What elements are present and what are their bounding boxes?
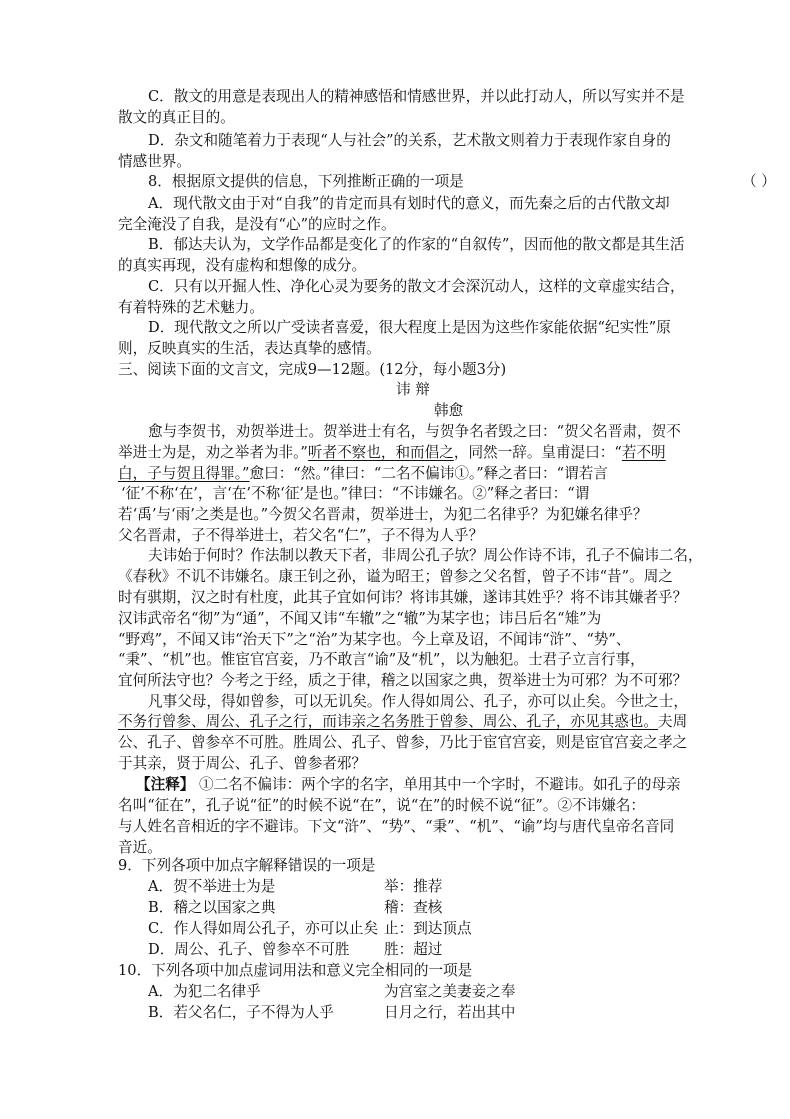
note-text: ①二名不偏讳：两个字的名字，单用其中一个字时，不避讳。如孔子的母亲: [194, 776, 681, 793]
text-line: 韩愈: [434, 402, 464, 419]
text-line: [118, 443, 666, 463]
text-line: B．郁达夫认为，文学作品都是变化了的作家的“自叙传”，因而他的散文都是其生活: [148, 236, 685, 253]
text-line: 8．根据原文提供的信息，下列推断正确的一项是: [148, 173, 464, 190]
note-line: [136, 775, 681, 795]
option-gloss: 胜：超过: [384, 941, 443, 958]
option-gloss: 举：推荐: [384, 878, 443, 895]
text-line: 的真实再现，没有虚构和想像的成分。: [118, 257, 367, 274]
text-line: 夫讳始于何时？作法制以教天下者，非周公孔子欤？周公作诗不讳，孔子不偏讳二名，: [148, 547, 703, 564]
text-line: 宜何所法守也？今考之于经，质之于律，稽之以国家之典，贺举进士为可邪？为不可邪？: [118, 672, 688, 689]
text-line: 愈与李贺书，劝贺举进士。贺举进士有名，与贺争名者毁之曰：“贺父名晋肃，贺不: [148, 423, 681, 440]
note-line: 与人姓名音相近的字不避讳。下文“浒”、“势”、“秉”、“机”、“谕”均与唐代皇帝名音同: [118, 818, 675, 835]
text-line: D．杂文和随笔着力于表现“人与社会”的关系，艺术散文则着力于表现作家自身的: [148, 132, 671, 149]
question-stem: 10．下列各项中加点虚词用法和意义完全相同的一项是: [118, 962, 473, 979]
note-line: 名叫“征在”，孔子说“征”的时候不说“在”，说“在”的时候不说“征”。②不讳嫌名：: [118, 797, 646, 814]
option-text: C．作人得如周公孔子，亦可以止矣: [148, 920, 379, 937]
text-line: 完全淹没了自我，是没有“心”的应时之作。: [118, 216, 396, 233]
underlined-sentence: 白，子与贺且得罪。”: [118, 465, 250, 482]
option-text: B．稽之以国家之典: [148, 899, 276, 916]
option-gloss: 日月之行，若出其中: [384, 1004, 516, 1021]
text-line: 凡事父母，得如曾参，可以无讥矣。作人得如周公、孔子，亦可以止矣。今世之士，: [148, 693, 688, 710]
text-line: A．现代散文由于对“自我”的肯定而具有划时代的意义，而先秦之后的古代散文却: [148, 195, 670, 212]
note-label: 【注释】: [136, 776, 195, 793]
text-line: 父名晋肃，子不得举进士，若父名“仁”，子不得为人乎？: [118, 527, 484, 544]
text-line: C．散文的用意是表现出人的精神感悟和情感世界，并以此打动人，所以写实并不是: [148, 88, 685, 105]
option-gloss: 为宫室之美妻妾之奉: [384, 983, 516, 1000]
text-line: （ ）: [742, 173, 776, 190]
underlined-sentence: 不务行曾参、周公、孔子之行，而讳亲之名务胜于曾参、周公、孔子，亦见其惑也。: [118, 713, 658, 730]
text-line: D．现代散文之所以广受读者喜爱，很大程度上是因为这些作家能依据“纪实性”原: [148, 319, 671, 336]
text-line: [118, 712, 687, 732]
text-segment: ，同然一辞。皇甫湜曰：“: [453, 444, 622, 461]
text-line: 汉讳武帝名“彻”为“通”，不闻又讳“车辙”之“辙”为某字也；讳吕后名“雉”为: [118, 610, 602, 627]
text-line: 若‘禹’与‘雨’之类是也。”今贺父名晋肃，贺举进士，为犯二名律乎？为犯嫌名律乎？: [118, 506, 648, 523]
option-text: A．贺不举进士为是: [148, 878, 276, 895]
option-gloss: 止：到达顶点: [384, 920, 472, 937]
text-line: “秉”、“机”也。惟宦官宫妾，乃不敢言“谕”及“机”，以为触犯。士君子立言行事，: [118, 651, 645, 668]
text-segment: 夫周: [657, 713, 688, 730]
text-line: 于其亲，贤于周公、孔子、曾参者邪？: [118, 755, 367, 772]
text-line: C．只有以开掘人性、净化心灵为要务的散文才会深沉动人，这样的文章虚实结合，: [148, 278, 685, 295]
text-line: “野鸡”，不闻又讳“治天下”之“治”为某字也。今上章及诏，不闻讳“浒”、“势”、: [118, 631, 631, 648]
note-line: 音近。: [118, 839, 162, 856]
text-line: [118, 464, 608, 484]
text-segment: 愈曰：“然。”律曰：“二名不偏讳①。”释之者曰：“谓若言: [249, 465, 608, 482]
text-line: 有着特殊的艺术魅力。: [118, 299, 264, 316]
question-stem: 9．下列各项中加点字解释错误的一项是: [118, 857, 376, 874]
text-line: ‘征’不称‘在’，言‘在’不称‘征’是也。”律曰：“不讳嫌名。②”释之者曰：“谓: [121, 485, 590, 502]
text-line: 则，反映真实的生活，表达真挚的感情。: [118, 340, 381, 357]
option-gloss: 稽：查核: [384, 899, 443, 916]
underlined-sentence: 听者不察也，和而倡之: [307, 444, 454, 461]
option-text: B．若父名仁，子不得为人乎: [148, 1004, 334, 1021]
option-text: A．为犯二名律乎: [148, 983, 261, 1000]
underlined-sentence: 若不明: [621, 444, 666, 461]
text-line: 三、阅读下面的文言文，完成9—12题。(12分，每小题3分): [118, 361, 507, 378]
text-segment: 举进士为是，劝之举者为非。”: [118, 444, 308, 461]
text-line: 公、孔子、曾参卒不可胜。胜周公、孔子、曾参，乃比于宦官宫妾，则是宦官宫妾之孝之: [118, 734, 688, 751]
option-text: D．周公、孔子、曾参卒不可胜: [148, 941, 350, 958]
text-line: 讳 辩: [396, 381, 430, 398]
text-line: 《春秋》不讥不讳嫌名。康王钊之孙，谥为昭王；曾参之父名皙，曾子不讳“昔”。周之: [118, 568, 673, 585]
text-line: 时有骐期，汉之时有杜度，此其子宜如何讳？将讳其嫌，遂讳其姓乎？将不讳其嫌者乎？: [118, 589, 688, 606]
text-line: 情感世界。: [118, 153, 191, 170]
text-line: 散文的真正目的。: [118, 109, 235, 126]
